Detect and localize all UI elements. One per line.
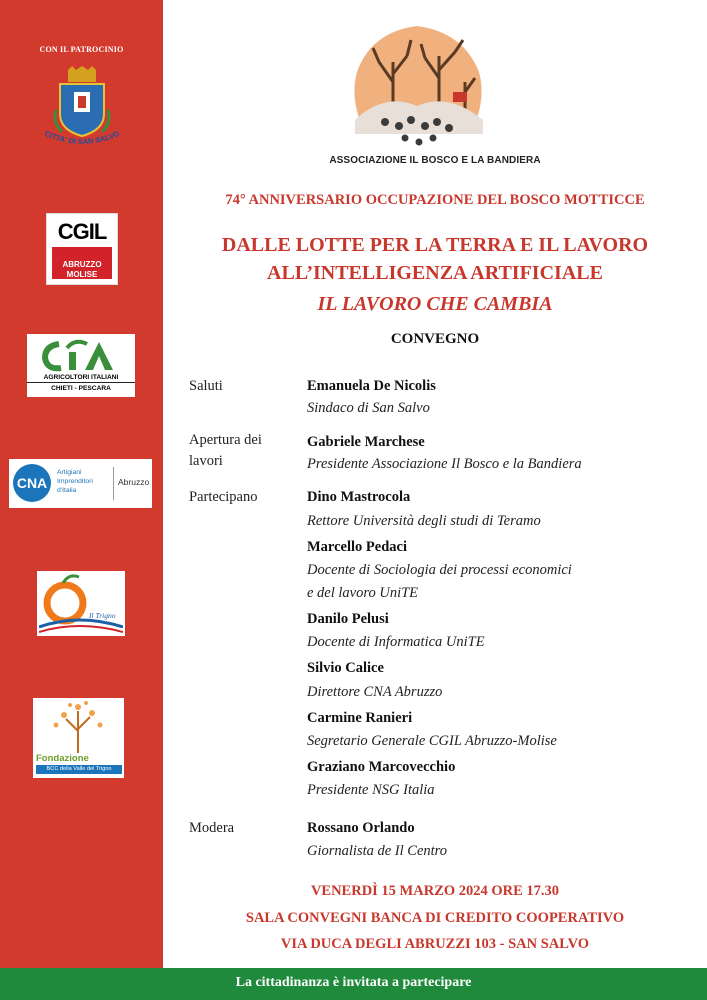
- tree-icon: [48, 701, 108, 753]
- cna-logo: [9, 459, 152, 508]
- cgil-name: CGIL: [52, 219, 112, 245]
- participant-role: Docente di Sociologia dei processi economici: [307, 562, 572, 578]
- participant-role: Direttore CNA Abruzzo: [307, 684, 443, 700]
- event-address: VIA DUCA DEGLI ABRUZZI 103 - SAN SALVO: [280, 936, 590, 952]
- cgil-region: ABRUZZO MOLISE: [52, 247, 112, 279]
- fondazione-bank: BCC della Valle del Trigno: [36, 765, 122, 774]
- cia-mark-icon: [41, 338, 121, 372]
- event-date: VENERDÌ 15 MARZO 2024 ORE 17.30: [310, 883, 560, 899]
- cna-divider: [113, 467, 114, 500]
- title-line-3: IL LAVORO CHE CAMBIA: [317, 293, 553, 315]
- cna-text: Artigiani Imprenditori d'Italia: [57, 469, 93, 494]
- title-line-1: DALLE LOTTE PER LA TERRA E IL LAVORO: [221, 234, 649, 256]
- participant-role-continued: e del lavoro UniTE: [307, 585, 419, 601]
- apertura-name: Gabriele Marchese: [307, 434, 425, 450]
- crest-caption: [26, 128, 138, 156]
- association-name: ASSOCIAZIONE IL BOSCO E LA BANDIERA: [329, 155, 541, 166]
- partecipano-label: Partecipano: [189, 489, 258, 505]
- participant-role: Segretario Generale CGIL Abruzzo-Molise: [307, 733, 557, 749]
- apertura-label-line1: Apertura dei: [189, 432, 262, 448]
- apertura-label-line2: lavori: [189, 453, 223, 469]
- cia-line2: CHIETI - PESCARA: [51, 385, 111, 392]
- cna-acronym: CNA: [13, 464, 51, 502]
- sponsor-sidebar: [0, 0, 163, 968]
- participant-role: Presidente NSG Italia: [307, 782, 435, 798]
- convegno-label: CONVEGNO: [390, 331, 480, 347]
- saluti-name: Emanuela De Nicolis: [307, 378, 436, 394]
- modera-role: Giornalista de Il Centro: [307, 843, 448, 859]
- title-line-2: ALL’INTELLIGENZA ARTIFICIALE: [267, 262, 603, 284]
- association-tree-logo-icon: [345, 22, 491, 150]
- fondazione-logo: [33, 698, 124, 778]
- crest-caption-text: CITTA' DI SAN SALVO: [43, 128, 121, 147]
- cia-logo: [27, 334, 135, 397]
- apertura-role: Presidente Associazione Il Bosco e la Bandiera: [307, 456, 582, 472]
- footer-bar: [0, 968, 707, 1000]
- cgil-logo: [46, 213, 118, 285]
- participant-name: Silvio Calice: [307, 660, 384, 676]
- anniversary-heading: 74° ANNIVERSARIO OCCUPAZIONE DEL BOSCO MOTTICCE: [225, 192, 645, 208]
- participant-name: Graziano Marcovecchio: [307, 759, 456, 775]
- participant-role: Docente di Informatica UniTE: [307, 634, 485, 650]
- participant-name: Danilo Pelusi: [307, 611, 389, 627]
- participant-role: Rettore Università degli studi di Teramo: [307, 513, 541, 529]
- participant-name: Marcello Pedaci: [307, 539, 407, 555]
- fondazione-name: Fondazione: [36, 753, 89, 764]
- saluti-label: Saluti: [189, 378, 223, 394]
- participant-name: Dino Mastrocola: [307, 489, 411, 505]
- footer-invitation: La cittadinanza è invitata a partecipare: [235, 975, 472, 990]
- cia-line1: AGRICOLTORI ITALIANI: [27, 374, 135, 383]
- cna-region: Abruzzo: [118, 477, 150, 487]
- event-place: SALA CONVEGNI BANCA DI CREDITO COOPERATIVO: [245, 910, 625, 926]
- saluti-role: Sindaco di San Salvo: [307, 400, 430, 416]
- modera-name: Rossano Orlando: [307, 820, 415, 836]
- participant-name: Carmine Ranieri: [307, 710, 413, 726]
- svg-text:CITTA' DI SAN SALVO: [43, 129, 121, 146]
- modera-label: Modera: [189, 820, 235, 836]
- orange-icon: [39, 573, 123, 635]
- patronage-label: CON IL PATROCINIO: [39, 45, 124, 54]
- trigno-label: Il Trigno: [89, 611, 116, 620]
- trigno-logo: [37, 571, 125, 636]
